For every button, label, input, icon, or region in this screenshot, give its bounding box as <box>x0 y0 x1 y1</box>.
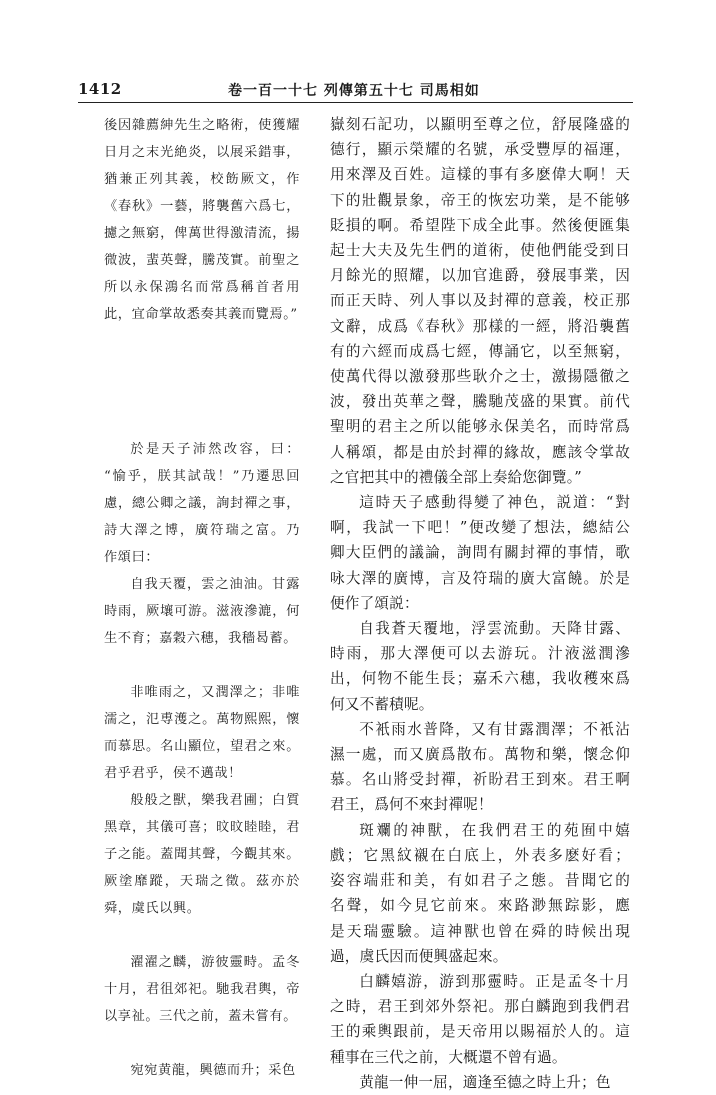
text-line: 此，宜命掌故悉奏其義而覽焉。” <box>104 307 298 322</box>
text-line: 何又不蓄積呢。 <box>330 695 434 713</box>
page-header <box>0 0 716 108</box>
text-line: 不衹雨水普降，又有甘露潤澤；不衹沾 <box>359 720 630 738</box>
paragraph <box>104 436 300 571</box>
text-line: 嶽刻石記功，以顯明至尊之位，舒展隆盛的 <box>330 116 630 133</box>
paragraph <box>330 969 630 1070</box>
text-line: 之官把其中的禮儀全部上奏給您御覽。” <box>330 468 582 486</box>
text-line: 白麟嬉游，游到那靈畤。正是孟冬十月 <box>359 972 630 990</box>
text-line: 德行，顯示榮耀的名號，承受豐厚的福運， <box>330 141 630 159</box>
paragraph <box>104 1057 300 1084</box>
text-line: 君乎君乎，侯不邁哉！ <box>104 766 242 781</box>
text-line: 所以永保鴻名而常爲稱首者用 <box>104 280 300 295</box>
text-line: 是天瑞靈驗。這神獸也曾在舜的時候出現 <box>330 922 630 940</box>
paragraph <box>104 112 300 328</box>
paragraph-gap <box>104 355 300 382</box>
paragraph <box>104 949 300 1030</box>
text-line: 宛宛黄龍，興德而升；采色 <box>130 1063 296 1078</box>
translation-text-column <box>330 112 630 1095</box>
paragraph-gap <box>104 328 300 355</box>
paragraph <box>104 787 300 922</box>
text-line: 聖明的君主之所以能够永保美名，而時常爲 <box>330 418 630 436</box>
text-line: 非唯雨之，又潤澤之；非唯 <box>130 685 300 700</box>
text-line: 有的六經而成爲七經，傳誦它，以至無窮， <box>330 342 630 360</box>
text-line: 之時，君王到郊外祭祀。那白麟跑到我們君 <box>330 998 630 1016</box>
text-line: 種事在三代之前，大概還不曾有過。 <box>330 1048 567 1066</box>
paragraph <box>330 616 630 717</box>
text-line: 過，虞氏因而便興盛起來。 <box>330 947 508 965</box>
paragraph <box>330 1070 630 1095</box>
text-line: 後因雜薦紳先生之略術，使獲耀 <box>104 118 300 133</box>
text-line: 而正天時、列人事以及封禪的意義，校正那 <box>330 292 630 310</box>
page-number: 1412 <box>78 80 122 98</box>
text-line: 《春秋》一藝，將襲舊六爲七， <box>104 199 300 214</box>
text-line: 十月，君徂郊祀。馳我君輿，帝 <box>104 982 300 997</box>
text-line: 用來澤及百姓。這樣的事有多麽偉大啊！天 <box>330 166 630 184</box>
text-line: 於是天子沛然改容，曰： <box>130 442 300 457</box>
text-line: 王的乘輿跟前，是天帝用以賜福於人的。這 <box>330 1023 630 1041</box>
paragraph <box>330 717 630 818</box>
text-line: 自我天覆，雲之油油。甘露 <box>130 577 300 592</box>
text-line: 姿容端莊和美，有如君子之態。昔聞它的 <box>330 872 630 890</box>
text-line: 啊，我試一下吧！”便改變了想法，總結公 <box>330 519 630 537</box>
text-line: 以享祉。三代之前，蓋未嘗有。 <box>104 1009 298 1024</box>
paragraph-gap <box>104 922 300 949</box>
text-line: 自我蒼天覆地，浮雲流動。天降甘露、 <box>359 620 630 638</box>
text-line: 濯濯之麟，游彼靈畤。孟冬 <box>130 955 300 970</box>
text-line: 般般之獸，樂我君圃；白質 <box>130 793 300 808</box>
text-line: 猶兼正列其義，校飭厥文，作 <box>104 172 300 187</box>
text-line: 黑章，其儀可喜；旼旼睦睦，君 <box>104 820 300 835</box>
text-line: 慕。名山將受封禪，祈盼君王到來。君王啊 <box>330 771 630 789</box>
text-line: 攄之無窮，俾萬世得激清流，揚 <box>104 226 300 241</box>
text-line: 作頌曰： <box>104 550 160 565</box>
header-rule <box>78 102 633 103</box>
paragraph-gap <box>104 652 300 679</box>
text-line: 子之能。蓋聞其聲，今觀其來。 <box>104 847 300 862</box>
text-line: 微波，蜚英聲，騰茂實。前聖之 <box>104 253 300 268</box>
text-line: 慮，總公卿之議，詢封禪之事， <box>104 496 300 511</box>
text-line: 這時天子感動得變了神色，説道：“對 <box>359 494 630 512</box>
text-line: 黄龍一伸一屈，適逢至德之時上升；色 <box>359 1073 611 1091</box>
text-line: 斑斕的神獸，在我們君王的苑囿中嬉 <box>359 821 630 839</box>
text-line: 戲；它黑紋襯在白底上，外表多麽好看； <box>330 846 630 864</box>
text-line: 名聲，如今見它前來。來路渺無踪影，應 <box>330 897 630 915</box>
text-line: 時雨，那大澤便可以去游玩。汁液滋潤滲 <box>330 645 630 663</box>
text-line: 詩大澤之博，廣符瑞之富。乃 <box>104 523 300 538</box>
text-line: 出，何物不能生長；嘉禾六穗，我收穫來爲 <box>330 670 630 688</box>
text-line: 生不育；嘉穀六穗，我穡曷蓄。 <box>104 631 298 646</box>
paragraph <box>330 112 630 490</box>
text-line: 舜，虞氏以興。 <box>104 901 201 916</box>
text-line: 便作了頌説： <box>330 594 419 612</box>
text-line: 濕一處，而又廣爲散布。萬物和樂，懷念仰 <box>330 746 630 764</box>
text-line: 文辭，成爲《春秋》那樣的一經，將沿襲舊 <box>330 317 630 335</box>
text-line: 月餘光的照耀，以加官進爵，發展事業，因 <box>330 267 630 285</box>
text-line: 日月之末光絶炎，以展采錯事， <box>104 145 300 160</box>
text-line: 卿大臣們的議論，詢問有關封禪的事情，歌 <box>330 544 630 562</box>
text-line: 咏大澤的廣博，言及符瑞的廣大富饒。於是 <box>330 569 630 587</box>
text-line: 君王，爲何不來封禪呢！ <box>330 796 493 814</box>
text-line: 厥塗靡蹤，天瑞之徵。茲亦於 <box>104 874 300 889</box>
paragraph-gap <box>104 409 300 436</box>
paragraph <box>330 490 630 616</box>
paragraph-gap <box>104 1030 300 1057</box>
paragraph-gap <box>104 382 300 409</box>
classical-text-column <box>104 112 300 1084</box>
running-title: 卷一百一十七 列傳第五十七 司馬相如 <box>228 83 480 99</box>
text-line: 人稱頌，都是由於封禪的緣故，應該令掌故 <box>330 443 630 461</box>
text-line: 貶損的啊。希望陛下成全此事。然後便匯集 <box>330 216 630 234</box>
paragraph <box>104 571 300 652</box>
text-line: “愉乎，朕其試哉！”乃遷思回 <box>104 469 300 484</box>
text-line: 時雨，厥壤可游。滋液滲漉，何 <box>104 604 300 619</box>
text-line: 起士大夫及先生們的道術，使他們能受到日 <box>330 242 630 260</box>
paragraph <box>330 818 630 969</box>
text-line: 濡之，氾尃濩之。萬物熙熙，懷 <box>104 712 300 727</box>
text-line: 而慕思。名山顯位，望君之來。 <box>104 739 300 754</box>
paragraph <box>104 679 300 787</box>
text-line: 波，發出英華之聲，騰馳茂盛的果實。前代 <box>330 393 630 411</box>
text-line: 下的壯觀景象，帝王的恢宏功業，是不能够 <box>330 191 630 209</box>
text-line: 使萬代得以激發那些耿介之士，激揚隱徹之 <box>330 368 630 386</box>
